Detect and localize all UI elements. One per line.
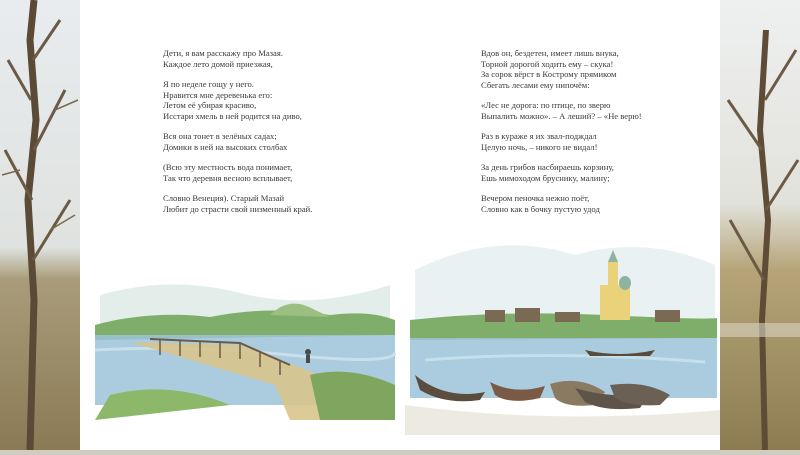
poem-line: Вся она тонет в зелёных садах; bbox=[163, 131, 277, 142]
poem-stanza bbox=[163, 162, 393, 183]
poem-stanza bbox=[481, 162, 711, 183]
poem-stanza bbox=[163, 79, 393, 122]
poem-stanza bbox=[481, 100, 711, 121]
poem-line: «Лес не дорога: по птице, по зверю bbox=[481, 100, 611, 111]
bare-tree-illustration bbox=[720, 0, 800, 450]
poem-line: Вдов он, бездетен, имеет лишь внука, bbox=[481, 48, 619, 58]
background-photo-right bbox=[720, 0, 800, 450]
village-boats-illustration bbox=[405, 210, 720, 435]
poem-line: Выпалить можно». – А леший? – «Не верю! bbox=[481, 111, 642, 122]
poem-line: Нравится мне деревенька его: bbox=[163, 89, 273, 100]
poem-stanza bbox=[163, 48, 393, 69]
poem-line: Так что деревня весною всплывает, bbox=[163, 172, 293, 183]
poem-line: (Всю эту местность вода понимает, bbox=[163, 162, 293, 173]
poem-line: Летом её убирая красиво, bbox=[163, 100, 257, 111]
poem-line: Исстари хмель в ней родится на диво, bbox=[163, 111, 302, 122]
poem-line: Я по неделе гощу у него. bbox=[163, 78, 254, 89]
poem-left-page bbox=[163, 48, 393, 224]
poem-line: За день грибов насбираешь корзину, bbox=[481, 162, 614, 173]
poem-line: Словно Венеция). Старый Мазай bbox=[163, 193, 285, 204]
background-photo-left bbox=[0, 0, 80, 450]
poem-line: Каждое лето домой приезжая, bbox=[163, 58, 273, 69]
poem-line: Целую ночь, – никого не видал! bbox=[481, 141, 598, 152]
poem-stanza bbox=[481, 131, 711, 152]
bare-tree-illustration bbox=[0, 0, 80, 450]
river-bridge-illustration bbox=[90, 255, 400, 420]
poem-stanza bbox=[163, 193, 393, 214]
poem-line: Ешь мимоходом бруснику, малину; bbox=[481, 172, 610, 183]
poem-stanza bbox=[163, 131, 393, 152]
poem-line: Дети, я вам расскажу про Мазая. bbox=[163, 48, 283, 58]
poem-line: Торной дорогой ходить ему – скука! bbox=[481, 58, 614, 69]
poem-stanza bbox=[481, 48, 711, 91]
poem-line: Вечером пеночка нежно поёт, bbox=[481, 193, 590, 204]
poem-right-page bbox=[481, 48, 711, 224]
poem-line: За сорок вёрст в Кострому прямиком bbox=[481, 69, 617, 80]
poem-line: Раз в кураже я их звал-подждал bbox=[481, 131, 597, 142]
poem-line: Словно как в бочку пустую удод bbox=[481, 203, 600, 214]
poem-line: Сбегать лесами ему нипочём: bbox=[481, 80, 590, 91]
book-spread bbox=[80, 0, 720, 450]
poem-line: Любит до страсти свой низменный край. bbox=[163, 203, 313, 214]
poem-line: Домики в ней на высоких столбах bbox=[163, 141, 288, 152]
